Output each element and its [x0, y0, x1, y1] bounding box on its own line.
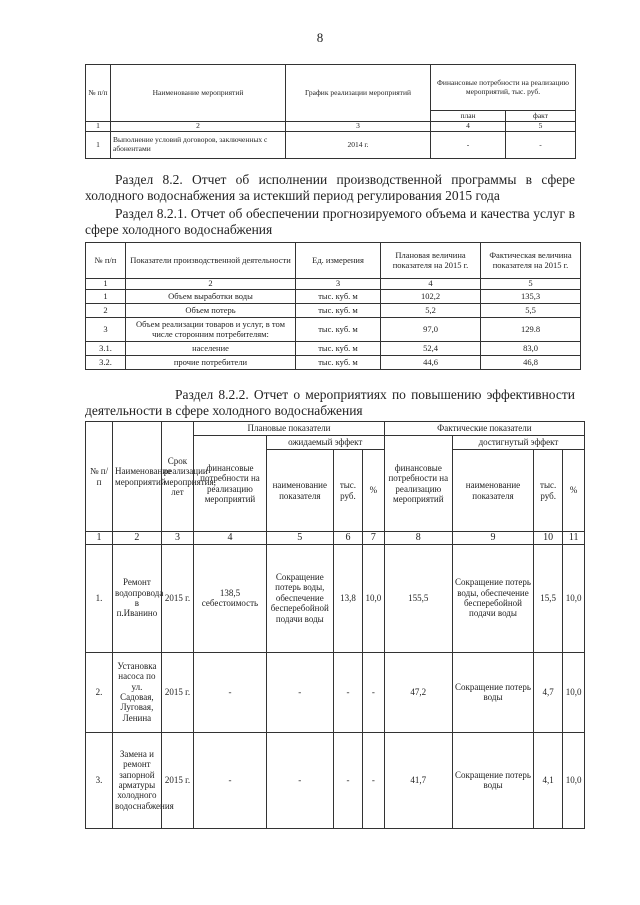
row-fact-finance: 155,5: [384, 544, 452, 652]
header-fact-indicator: наименование показателя: [452, 450, 533, 532]
header-planned: Плановые показатели: [194, 422, 384, 436]
row-plan: -: [431, 132, 506, 159]
row-indicator: Объем реализации товаров и услуг, в том числе сторонним потребителям:: [126, 318, 296, 342]
col-number: 3: [296, 279, 381, 290]
efficiency-measures-table: [85, 421, 585, 829]
header-fact-effect: достигнутый эффект: [452, 436, 584, 450]
row-unit: тыс. куб. м: [296, 304, 381, 318]
header-num: № п/п: [86, 65, 111, 122]
row-plan-indicator: -: [266, 732, 333, 828]
table-row: [86, 290, 581, 304]
column-numbers-row: [86, 279, 581, 290]
row-fact: -: [506, 132, 576, 159]
table-row: [86, 318, 581, 342]
col-number: 11: [563, 532, 585, 545]
activities-table: [85, 64, 576, 159]
row-plan: 5,2: [381, 304, 481, 318]
row-fact-rub: 4,1: [534, 732, 563, 828]
row-fact: 46,8: [481, 356, 581, 370]
header-indicator: Показатели производственной деятельности: [126, 243, 296, 279]
row-num: 1: [86, 132, 111, 159]
header-name: Наименование мероприятий: [113, 422, 162, 532]
row-plan: 102,2: [381, 290, 481, 304]
row-num: 3.2.: [86, 356, 126, 370]
row-plan: 97,0: [381, 318, 481, 342]
table-row: [86, 132, 576, 159]
page-number: 8: [316, 30, 324, 45]
row-num: 3.1.: [86, 342, 126, 356]
row-num: 1.: [86, 544, 113, 652]
row-fact-pct: 10,0: [563, 652, 585, 732]
row-indicator: население: [126, 342, 296, 356]
row-term: 2015 г.: [161, 544, 193, 652]
column-numbers-row: [86, 532, 585, 545]
col-number: 4: [381, 279, 481, 290]
col-number: 2: [111, 122, 286, 132]
table-row: [86, 356, 581, 370]
header-num: № п/п: [86, 243, 126, 279]
header-plan-pct: %: [363, 450, 385, 532]
col-number: 5: [506, 122, 576, 132]
row-fact: 129.8: [481, 318, 581, 342]
col-number: 2: [113, 532, 162, 545]
row-plan: 44,6: [381, 356, 481, 370]
header-plan-finance: финансовые потребности на реализацию мероприятий: [194, 436, 267, 532]
row-plan-finance: -: [194, 732, 267, 828]
row-plan-rub: 13,8: [333, 544, 362, 652]
row-plan-indicator: -: [266, 652, 333, 732]
row-num: 1: [86, 290, 126, 304]
header-fact: факт: [506, 111, 576, 122]
col-number: 7: [363, 532, 385, 545]
table-row: [86, 652, 585, 732]
row-name: Выполнение условий договоров, заключенных с абонентами: [111, 132, 286, 159]
header-name: Наименование мероприятий: [111, 65, 286, 122]
header-fact-pct: %: [563, 450, 585, 532]
row-plan-pct: -: [363, 652, 385, 732]
row-plan-pct: 10,0: [363, 544, 385, 652]
section-8-2-2-heading: Раздел 8.2.2. Отчет о мероприятиях по повышению эффективности деятельности в сфере холодного водоснабжения: [85, 387, 575, 418]
row-term: 2015 г.: [161, 732, 193, 828]
row-plan-finance: -: [194, 652, 267, 732]
table-row: [86, 342, 581, 356]
row-term: 2015 г.: [161, 652, 193, 732]
row-plan-rub: -: [333, 732, 362, 828]
header-actual: Фактические показатели: [384, 422, 584, 436]
header-plan: план: [431, 111, 506, 122]
table-row: [86, 732, 585, 828]
col-number: 1: [86, 122, 111, 132]
row-fact-indicator: Сокращение потерь воды: [452, 732, 533, 828]
row-plan: 52,4: [381, 342, 481, 356]
row-plan-indicator: Сокращение потерь воды, обеспечение бесперебойной подачи воды: [266, 544, 333, 652]
col-number: 10: [534, 532, 563, 545]
row-plan-rub: -: [333, 652, 362, 732]
col-number: 4: [194, 532, 267, 545]
row-fact: 135,3: [481, 290, 581, 304]
row-num: 3: [86, 318, 126, 342]
row-plan-finance: 138,5 себестоимость: [194, 544, 267, 652]
row-indicator: Объем потерь: [126, 304, 296, 318]
col-number: 5: [266, 532, 333, 545]
row-fact-finance: 41,7: [384, 732, 452, 828]
row-fact-rub: 15,5: [534, 544, 563, 652]
col-number: 4: [431, 122, 506, 132]
row-schedule: 2014 г.: [286, 132, 431, 159]
row-fact-pct: 10,0: [563, 544, 585, 652]
col-number: 3: [161, 532, 193, 545]
row-fact-indicator: Сокращение потерь воды, обеспечение бесперебойной подачи воды: [452, 544, 533, 652]
row-indicator: Объем выработки воды: [126, 290, 296, 304]
header-plan-effect: ожидаемый эффект: [266, 436, 384, 450]
header-fact-rub: тыс. руб.: [534, 450, 563, 532]
header-plan-indicator: наименование показателя: [266, 450, 333, 532]
column-numbers-row: [86, 122, 576, 132]
col-number: 5: [481, 279, 581, 290]
header-schedule: График реализации мероприятий: [286, 65, 431, 122]
row-fact-indicator: Сокращение потерь воды: [452, 652, 533, 732]
header-unit: Ед. измерения: [296, 243, 381, 279]
row-name: Ремонт водопровода в п.Иванино: [113, 544, 162, 652]
row-fact: 5,5: [481, 304, 581, 318]
row-unit: тыс. куб. м: [296, 318, 381, 342]
row-fact: 83,0: [481, 342, 581, 356]
row-name: Замена и ремонт запорной арматуры холодного водоснабжения: [113, 732, 162, 828]
row-plan-pct: -: [363, 732, 385, 828]
section-8-2-heading: Раздел 8.2. Отчет об исполнении производственной программы в сфере холодного водоснабжения за истекший период регулирования 2015 года: [85, 172, 575, 203]
production-volume-table: [85, 242, 581, 370]
row-fact-finance: 47,2: [384, 652, 452, 732]
col-number: 9: [452, 532, 533, 545]
header-fact-finance: финансовые потребности на реализацию мероприятий: [384, 436, 452, 532]
col-number: 1: [86, 532, 113, 545]
row-unit: тыс. куб. м: [296, 342, 381, 356]
header-num: № п/п: [86, 422, 113, 532]
row-indicator: прочие потребители: [126, 356, 296, 370]
col-number: 1: [86, 279, 126, 290]
header-fact: Фактическая величина показателя на 2015 г.: [481, 243, 581, 279]
table-row: [86, 304, 581, 318]
table-row: [86, 544, 585, 652]
header-plan-rub: тыс. руб.: [333, 450, 362, 532]
col-number: 6: [333, 532, 362, 545]
col-number: 2: [126, 279, 296, 290]
row-fact-rub: 4,7: [534, 652, 563, 732]
header-finance: Финансовые потребности на реализацию мероприятий, тыс. руб.: [431, 65, 576, 111]
row-unit: тыс. куб. м: [296, 290, 381, 304]
header-term: Срок реализации мероприятия, лет: [161, 422, 193, 532]
header-plan: Плановая величина показателя на 2015 г.: [381, 243, 481, 279]
row-name: Установка насоса по ул. Садовая, Луговая, Ленина: [113, 652, 162, 732]
col-number: 8: [384, 532, 452, 545]
row-num: 2.: [86, 652, 113, 732]
row-unit: тыс. куб. м: [296, 356, 381, 370]
row-fact-pct: 10,0: [563, 732, 585, 828]
section-8-2-1-heading: Раздел 8.2.1. Отчет об обеспечении прогнозируемого объема и качества услуг в сфере холодного водоснабжения: [85, 206, 575, 237]
row-num: 3.: [86, 732, 113, 828]
row-num: 2: [86, 304, 126, 318]
col-number: 3: [286, 122, 431, 132]
